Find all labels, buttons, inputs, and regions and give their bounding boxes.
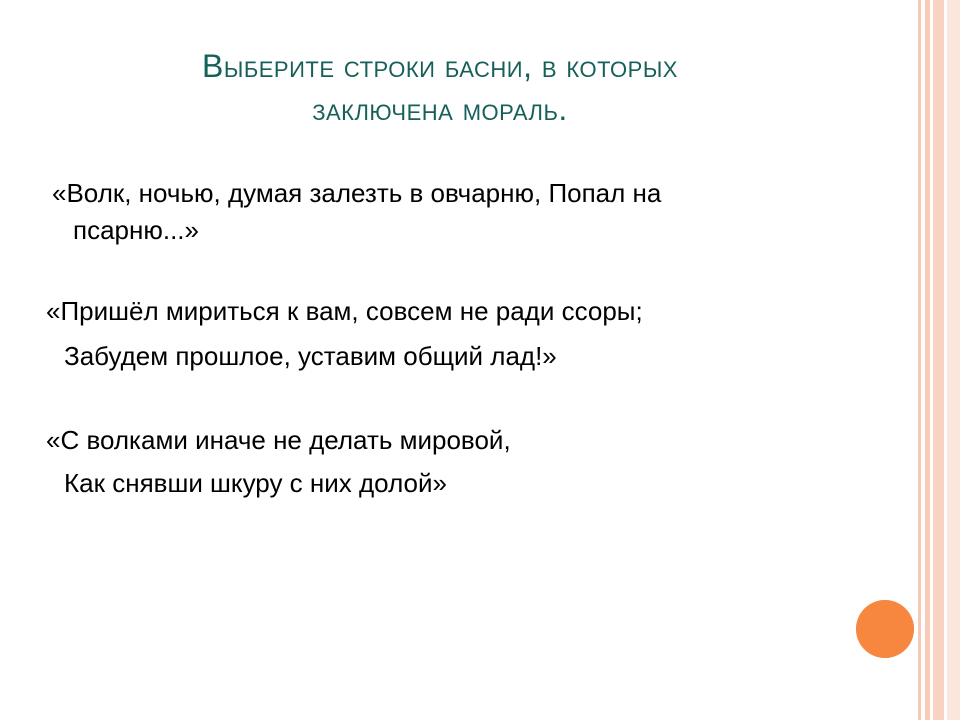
quote-1-line-2: псарню...» [73, 215, 199, 245]
quote-3-line-1: «С волками иначе не делать мировой, [46, 425, 511, 455]
quote-1-line-1: «Волк, ночью, думая залезть в овчарню, Попал на [52, 178, 662, 208]
decorative-stripe [933, 0, 944, 720]
quote-2-line-1: «Пришёл мириться к вам, совсем не ради ссоры; [46, 296, 643, 326]
slide-title-line-2: заключена мораль. [312, 91, 568, 127]
decorative-stripe [947, 0, 960, 720]
quote-2-line-2: Забудем прошлое, уставим общий лад!» [64, 341, 557, 371]
slide-title-line-1: Выберите строки басни, в которых [202, 48, 678, 84]
decorative-stripe [918, 0, 921, 720]
quote-3-line-2: Как снявши шкуру с них долой» [64, 468, 447, 498]
orange-circle-icon [856, 600, 914, 658]
decorative-stripe [925, 0, 930, 720]
